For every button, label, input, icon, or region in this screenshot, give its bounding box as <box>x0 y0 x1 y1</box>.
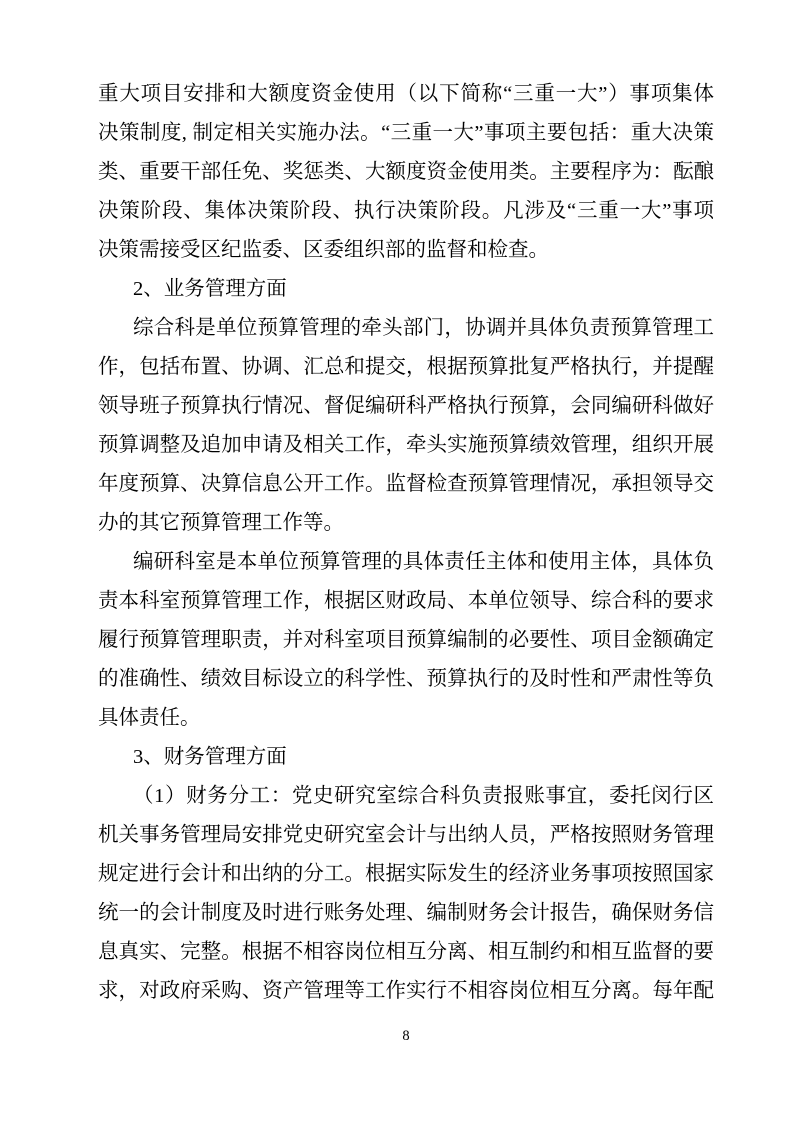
text-line: 统一的会计制度及时进行账务处理、编制财务会计报告，确保财务信 <box>98 902 714 924</box>
text-line: 决策制度, 制定相关实施办法。“三重一大”事项主要包括：重大决策 <box>98 122 714 144</box>
page-footer <box>98 1026 714 1046</box>
text-line: 决策需接受区纪监委、区委组织部的监督和检查。 <box>98 239 549 261</box>
text-line: 履行预算管理职责，并对科室项目预算编制的必要性、项目金额确定 <box>98 629 714 651</box>
text-line: 领导班子预算执行情况、督促编研科严格执行预算，会同编研科做好 <box>98 395 714 417</box>
text-line: 2、业务管理方面 <box>133 278 287 300</box>
text-line: 规定进行会计和出纳的分工。根据实际发生的经济业务事项按照国家 <box>98 863 714 885</box>
document-body <box>98 75 714 1011</box>
text-line: 办的其它预算管理工作等。 <box>98 512 344 534</box>
text-line: 责本科室预算管理工作，根据区财政局、本单位领导、综合科的要求 <box>98 590 714 612</box>
text-line: 重大项目安排和大额度资金使用（以下简称“三重一大”）事项集体 <box>98 83 714 105</box>
text-line: 3、财务管理方面 <box>133 746 287 768</box>
text-line: 编研科室是本单位预算管理的具体责任主体和使用主体，具体负 <box>133 551 714 573</box>
text-line: 息真实、完整。根据不相容岗位相互分离、相互制约和相互监督的要 <box>98 941 714 963</box>
page-number: 8 <box>402 1028 410 1044</box>
text-line: 类、重要干部任免、奖惩类、大额度资金使用类。主要程序为：酝酿 <box>98 161 714 183</box>
text-line: 具体责任。 <box>98 707 201 729</box>
text-line: （1）财务分工：党史研究室综合科负责报账事宜，委托闵行区 <box>133 785 714 807</box>
text-line: 综合科是单位预算管理的牵头部门，协调并具体负责预算管理工 <box>133 317 714 339</box>
text-line: 年度预算、决算信息公开工作。监督检查预算管理情况，承担领导交 <box>98 473 714 495</box>
text-line: 决策阶段、集体决策阶段、执行决策阶段。凡涉及“三重一大”事项 <box>98 200 714 222</box>
text-line: 机关事务管理局安排党史研究室会计与出纳人员，严格按照财务管理 <box>98 824 714 846</box>
text-line: 作，包括布置、协调、汇总和提交，根据预算批复严格执行，并提醒 <box>98 356 714 378</box>
text-line: 预算调整及追加申请及相关工作，牵头实施预算绩效管理，组织开展 <box>98 434 714 456</box>
text-line: 求，对政府采购、资产管理等工作实行不相容岗位相互分离。每年配 <box>98 980 714 1002</box>
text-line: 的准确性、绩效目标设立的科学性、预算执行的及时性和严肃性等负 <box>98 668 714 690</box>
